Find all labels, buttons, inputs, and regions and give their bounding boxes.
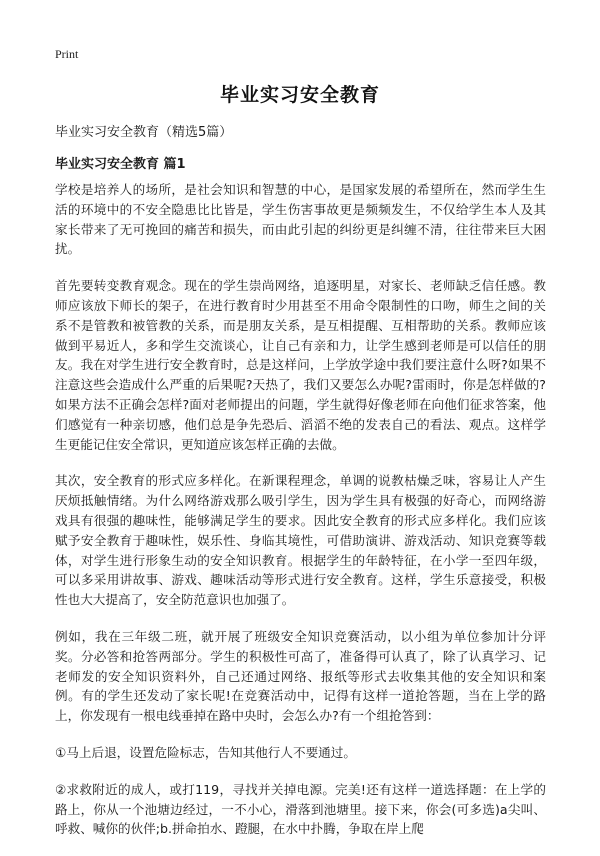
document-subtitle: 毕业实习安全教育（精选5篇） xyxy=(55,125,233,140)
print-link[interactable]: Print xyxy=(55,47,79,61)
paragraph-3: 其次，安全教育的形式应多样化。在新课程理念，单调的说教枯燥乏味，容易让人产生厌烦抵触情绪。为什么网络游戏那么吸引学生，因为学生具有极强的好奇心，而网络游戏具有很强的趣味性，能够满足学生的要求。因此安全教育的形式应多样化。我们应该赋予安全教育于趣味性，娱乐性、身临其境性，可借助演讲、游戏活动、知识竞赛等载体，对学生进行形象生动的安全知识教育。根据学生的年龄特征，在小学一至四年级，可以多采用讲故事、游戏、趣味活动等形式进行安全教育。这样，学生乐意接受，积极性也大大提高了，安全防范意识也加强了。 xyxy=(55,473,546,608)
paragraph-2: 首先要转变教育观念。现在的学生崇尚网络，追逐明星，对家长、老师缺乏信任感。教师应该放下师长的架子，在进行教育时少用甚至不用命令限制性的口吻，师生之间的关系不是管教和被管教的关系，而是朋友关系，是互相提醒、互相帮助的关系。教师应该做到平易近人，多和学生交流谈心，让自己有亲和力，让学生感到老师是可以信任的朋友。我在对学生进行安全教育时，总是这样问，上学放学途中我们要注意什么呀?如果不注意这些会造成什么严重的后果呢?天热了，我们又要怎么办呢?雷雨时，你是怎样做的?如果方法不正确会怎样?面对老师提出的问题，学生就得好像老师在向他们征求答案，他们感觉有一种亲切感，他们总是争先恐后、滔滔不绝的发表自己的看法、观点。这样学生更能记住安全常识，更知道应该怎样正确的去做。 xyxy=(55,278,546,452)
paragraph-5: ①马上后退，设置危险标志，告知其他行人不要通过。 xyxy=(55,744,356,760)
document-body xyxy=(55,180,546,856)
document-title: 毕业实习安全教育 xyxy=(219,84,380,106)
paragraph-4: 例如，我在三年级二班，就开展了班级安全知识竞赛活动，以小组为单位参加计分评奖。分必答和抢答两部分。学生的积极性可高了，准备得可认真了，除了认真学习、记老师发的安全知识资料外，自己还通过网络、报纸等形式去收集其他的安全知识和案例。有的学生还发动了家长呢!在竞赛活动中，记得有这样一道抢答题，当在上学的路上，你发现有一根电线垂掉在路中央时，会怎么办?有一个组抢答到： xyxy=(55,628,546,724)
paragraph-1: 学校是培养人的场所，是社会知识和智慧的中心，是国家发展的希望所在，然而学生生活的环境中的不安全隐患比比皆是，学生伤害事故更是频频发生，不仅给学生本人及其家长带来了无可挽回的痛苦和损失，而由此引起的纠纷更是纠缠不清，往往带来巨大困扰。 xyxy=(55,182,546,257)
section-heading: 毕业实习安全教育 篇1 xyxy=(55,157,186,172)
paragraph-6: ②求救附近的成人，或打119，寻找并关掉电源。完美!还有这样一道选择题：在上学的路上，你从一个池塘边经过，一不小心，滑落到池塘里。接下来，你会(可多选)a尖叫、呼救、喊你的伙伴;b.拼命拍水、蹬腿，在水中扑腾，争取在岸上爬 xyxy=(55,781,546,837)
